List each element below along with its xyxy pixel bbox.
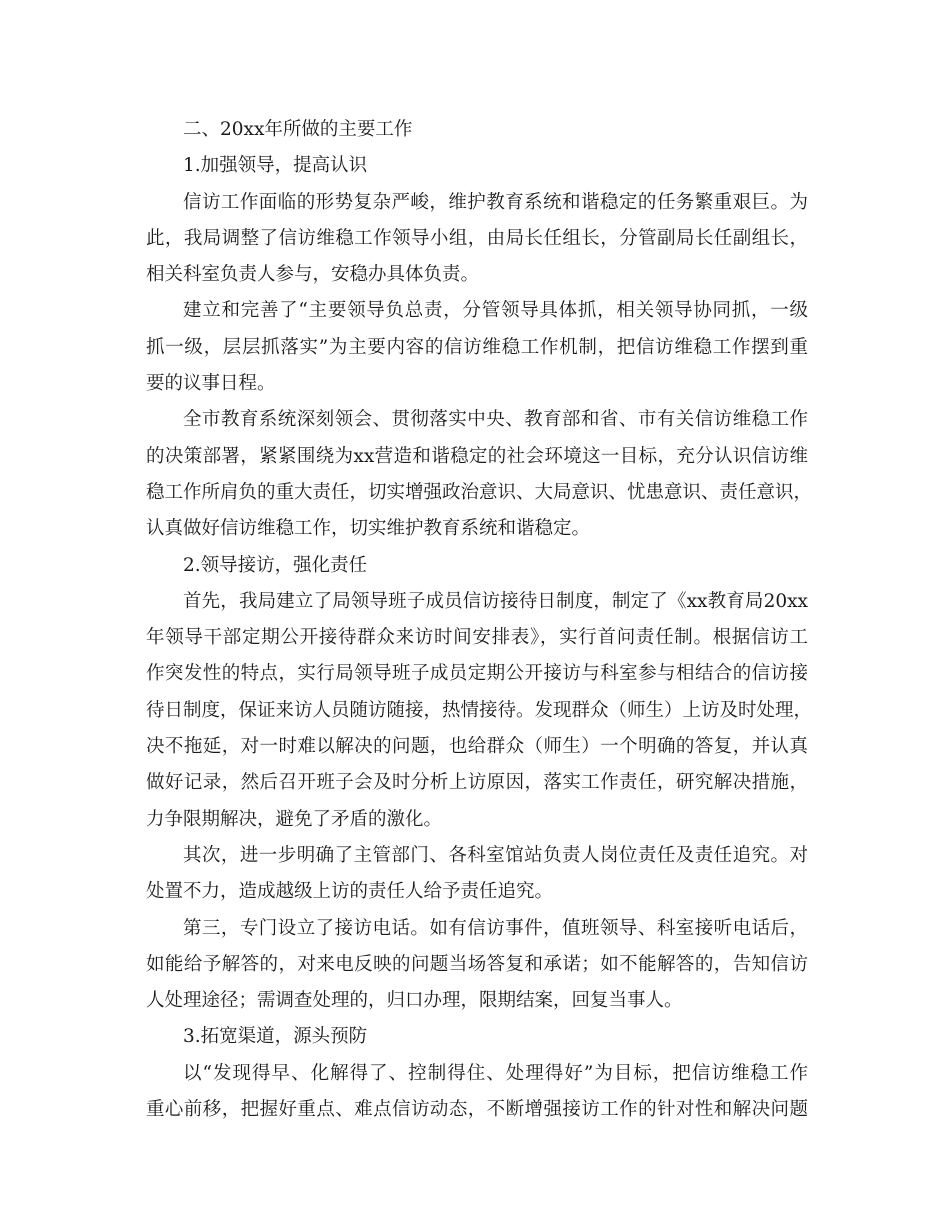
text-line: 相关科室负责人参与，安稳办具体负责。 xyxy=(146,264,480,286)
text-line: 处置不力，造成越级上访的责任人给予责任追究。 xyxy=(146,881,554,903)
text-line: 做好记录，然后召开班子会及时分析上访原因，落实工作责任，研究解决措施， xyxy=(146,772,808,794)
text-line: 1.加强领导，提高认识 xyxy=(183,155,368,177)
text-line: 稳工作所肩负的重大责任，切实增强政治意识、大局意识、忧患意识、责任意识， xyxy=(146,481,813,503)
text-line: 此，我局调整了信访维稳工作领导小组，由局长任组长，分管副局长任副组长， xyxy=(146,227,808,249)
text-line: 信访工作面临的形势复杂严峻，维护教育系统和谐稳定的任务繁重艰巨。为 xyxy=(183,191,808,213)
text-line: 人处理途径；需调查处理的，归口办理，限期结案，回复当事人。 xyxy=(146,990,683,1012)
text-line: 二、20xx年所做的主要工作 xyxy=(183,119,413,140)
text-line: 重心前移，把握好重点、难点信访动态，不断增强接访工作的针对性和解决问题 xyxy=(146,1099,808,1121)
text-line: 全市教育系统深刻领会、贯彻落实中央、教育部和省、市有关信访维稳工作 xyxy=(183,409,808,431)
text-line: 要的议事日程。 xyxy=(146,373,276,395)
text-line: 第三，专门设立了接访电话。如有信访事件，值班领导、科室接听电话后， xyxy=(183,917,808,939)
text-line: 首先，我局建立了局领导班子成员信访接待日制度，制定了《xx教育局20xx xyxy=(183,590,808,612)
text-line: 以“发现得早、化解得了、控制得住、处理得好”为目标，把信访维稳工作 xyxy=(183,1062,808,1084)
text-line: 抓一级，层层抓落实”为主要内容的信访维稳工作机制，把信访维稳工作摆到重 xyxy=(146,336,808,358)
text-line: 待日制度，保证来访人员随访随接，热情接待。发现群众（师生）上访及时处理， xyxy=(146,699,813,721)
text-line: 的决策部署，紧紧围绕为xx营造和谐稳定的社会环境这一目标，充分认识信访维 xyxy=(146,445,808,467)
text-line: 认真做好信访维稳工作，切实维护教育系统和谐稳定。 xyxy=(146,518,591,540)
text-line: 建立和完善了“主要领导负总责，分管领导具体抓，相关领导协同抓，一级 xyxy=(183,300,808,322)
text-line: 其次，进一步明确了主管部门、各科室馆站负责人岗位责任及责任追究。对 xyxy=(183,844,808,866)
text-line: 2.领导接访，强化责任 xyxy=(183,554,368,576)
text-line: 作突发性的特点，实行局领导班子成员定期公开接访与科室参与相结合的信访接 xyxy=(146,663,808,685)
text-line: 如能给予解答的，对来电反映的问题当场答复和承诺；如不能解答的，告知信访 xyxy=(146,953,808,975)
text-line: 3.拓宽渠道，源头预防 xyxy=(183,1026,368,1048)
text-line: 决不拖延，对一时难以解决的问题，也给群众（师生）一个明确的答复，并认真 xyxy=(146,736,808,758)
text-line: 力争限期解决，避免了矛盾的激化。 xyxy=(146,808,443,830)
text-line: 年领导干部定期公开接待群众来访时间安排表》，实行首问责任制。根据信访工 xyxy=(146,627,808,649)
document-body xyxy=(146,112,813,1128)
